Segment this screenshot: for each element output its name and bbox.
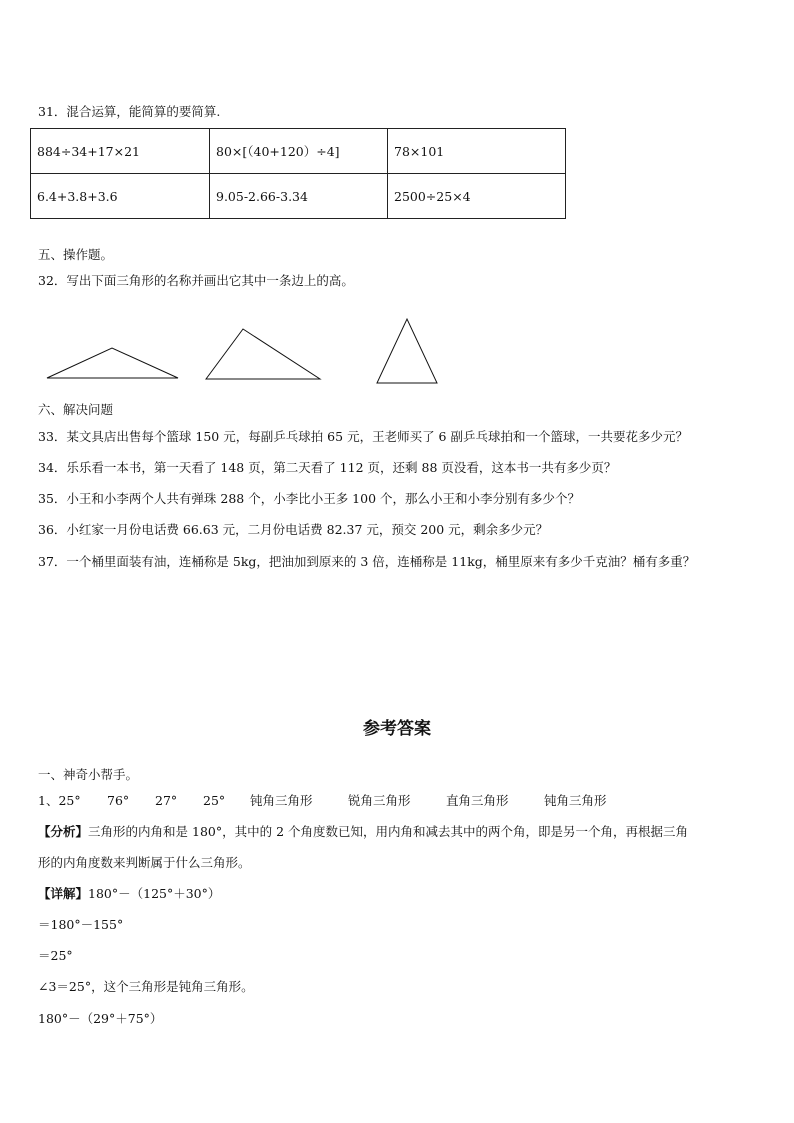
detail-step: ＝180°－155°	[38, 917, 124, 932]
table-cell: 9.05-2.66-3.34	[210, 174, 388, 219]
table-cell: 2500÷25×4	[388, 174, 566, 219]
section5-title: 五、操作题。	[38, 247, 114, 262]
answer-value: 1、25°	[38, 793, 81, 808]
answers-title: 参考答案	[363, 719, 431, 739]
detail-line-1	[38, 886, 220, 902]
detail-step: 180°－（29°＋75°）	[38, 1011, 163, 1026]
triangle-figures	[0, 0, 794, 400]
detail-tag: 【详解】	[38, 886, 89, 901]
analysis-tag: 【分析】	[38, 824, 89, 839]
section6-title: 六、解决问题	[38, 402, 114, 417]
answers-section1: 一、神奇小帮手。	[38, 767, 139, 782]
answer-value: 76°	[107, 793, 130, 808]
answer-value: 25°	[203, 793, 226, 808]
table-cell: 80×[（40+120）÷4]	[210, 129, 388, 174]
answer-value: 锐角三角形	[348, 793, 411, 808]
table-cell: 6.4+3.8+3.6	[31, 174, 210, 219]
q35-text: 35．小王和小李两个人共有弹珠 288 个，小李比小王多 100 个，那么小王和小李分别有多少个？	[38, 491, 581, 506]
right-triangle	[206, 329, 320, 379]
q31-title: 31．混合运算，能简算的要简算.	[38, 104, 221, 119]
analysis-text: 三角形的内角和是 180°，其中的 2 个角度数已知，用内角和减去其中的两个角，即是另一个角，再根据三角	[88, 824, 688, 839]
detail-text: 180°－（125°＋30°）	[88, 886, 221, 901]
detail-step: ＝25°	[38, 948, 73, 963]
q36-text: 36．小红家一月份电话费 66.63 元，二月份电话费 82.37 元，预交 200 元，剩余多少元？	[38, 522, 549, 537]
detail-step: ∠3＝25°，这个三角形是钝角三角形。	[38, 979, 254, 994]
q34-text: 34．乐乐看一本书，第一天看了 148 页，第二天看了 112 页，还剩 88 页没看，这本书一共有多少页？	[38, 460, 617, 475]
answer-value: 钝角三角形	[250, 793, 313, 808]
obtuse-triangle	[47, 348, 178, 378]
table-cell: 884÷34+17×21	[31, 129, 210, 174]
answer-value: 直角三角形	[446, 793, 509, 808]
acute-triangle	[377, 319, 437, 383]
analysis-line-2: 形的内角度数来判断属于什么三角形。	[38, 855, 251, 870]
table-cell: 78×101	[388, 129, 566, 174]
q33-text: 33．某文具店出售每个篮球 150 元，每副乒乓球拍 65 元，王老师买了 6 副乒乓球拍和一个篮球，一共要花多少元？	[38, 429, 688, 444]
analysis-line-1	[38, 824, 688, 840]
answer-value: 27°	[155, 793, 178, 808]
q32-text: 32．写出下面三角形的名称并画出它其中一条边上的高。	[38, 273, 354, 288]
answer-value: 钝角三角形	[544, 793, 607, 808]
q37-text: 37．一个桶里面装有油，连桶称是 5kg，把油加到原来的 3 倍，连桶称是 11kg，桶里原来有多少千克油？桶有多重？	[38, 554, 696, 569]
